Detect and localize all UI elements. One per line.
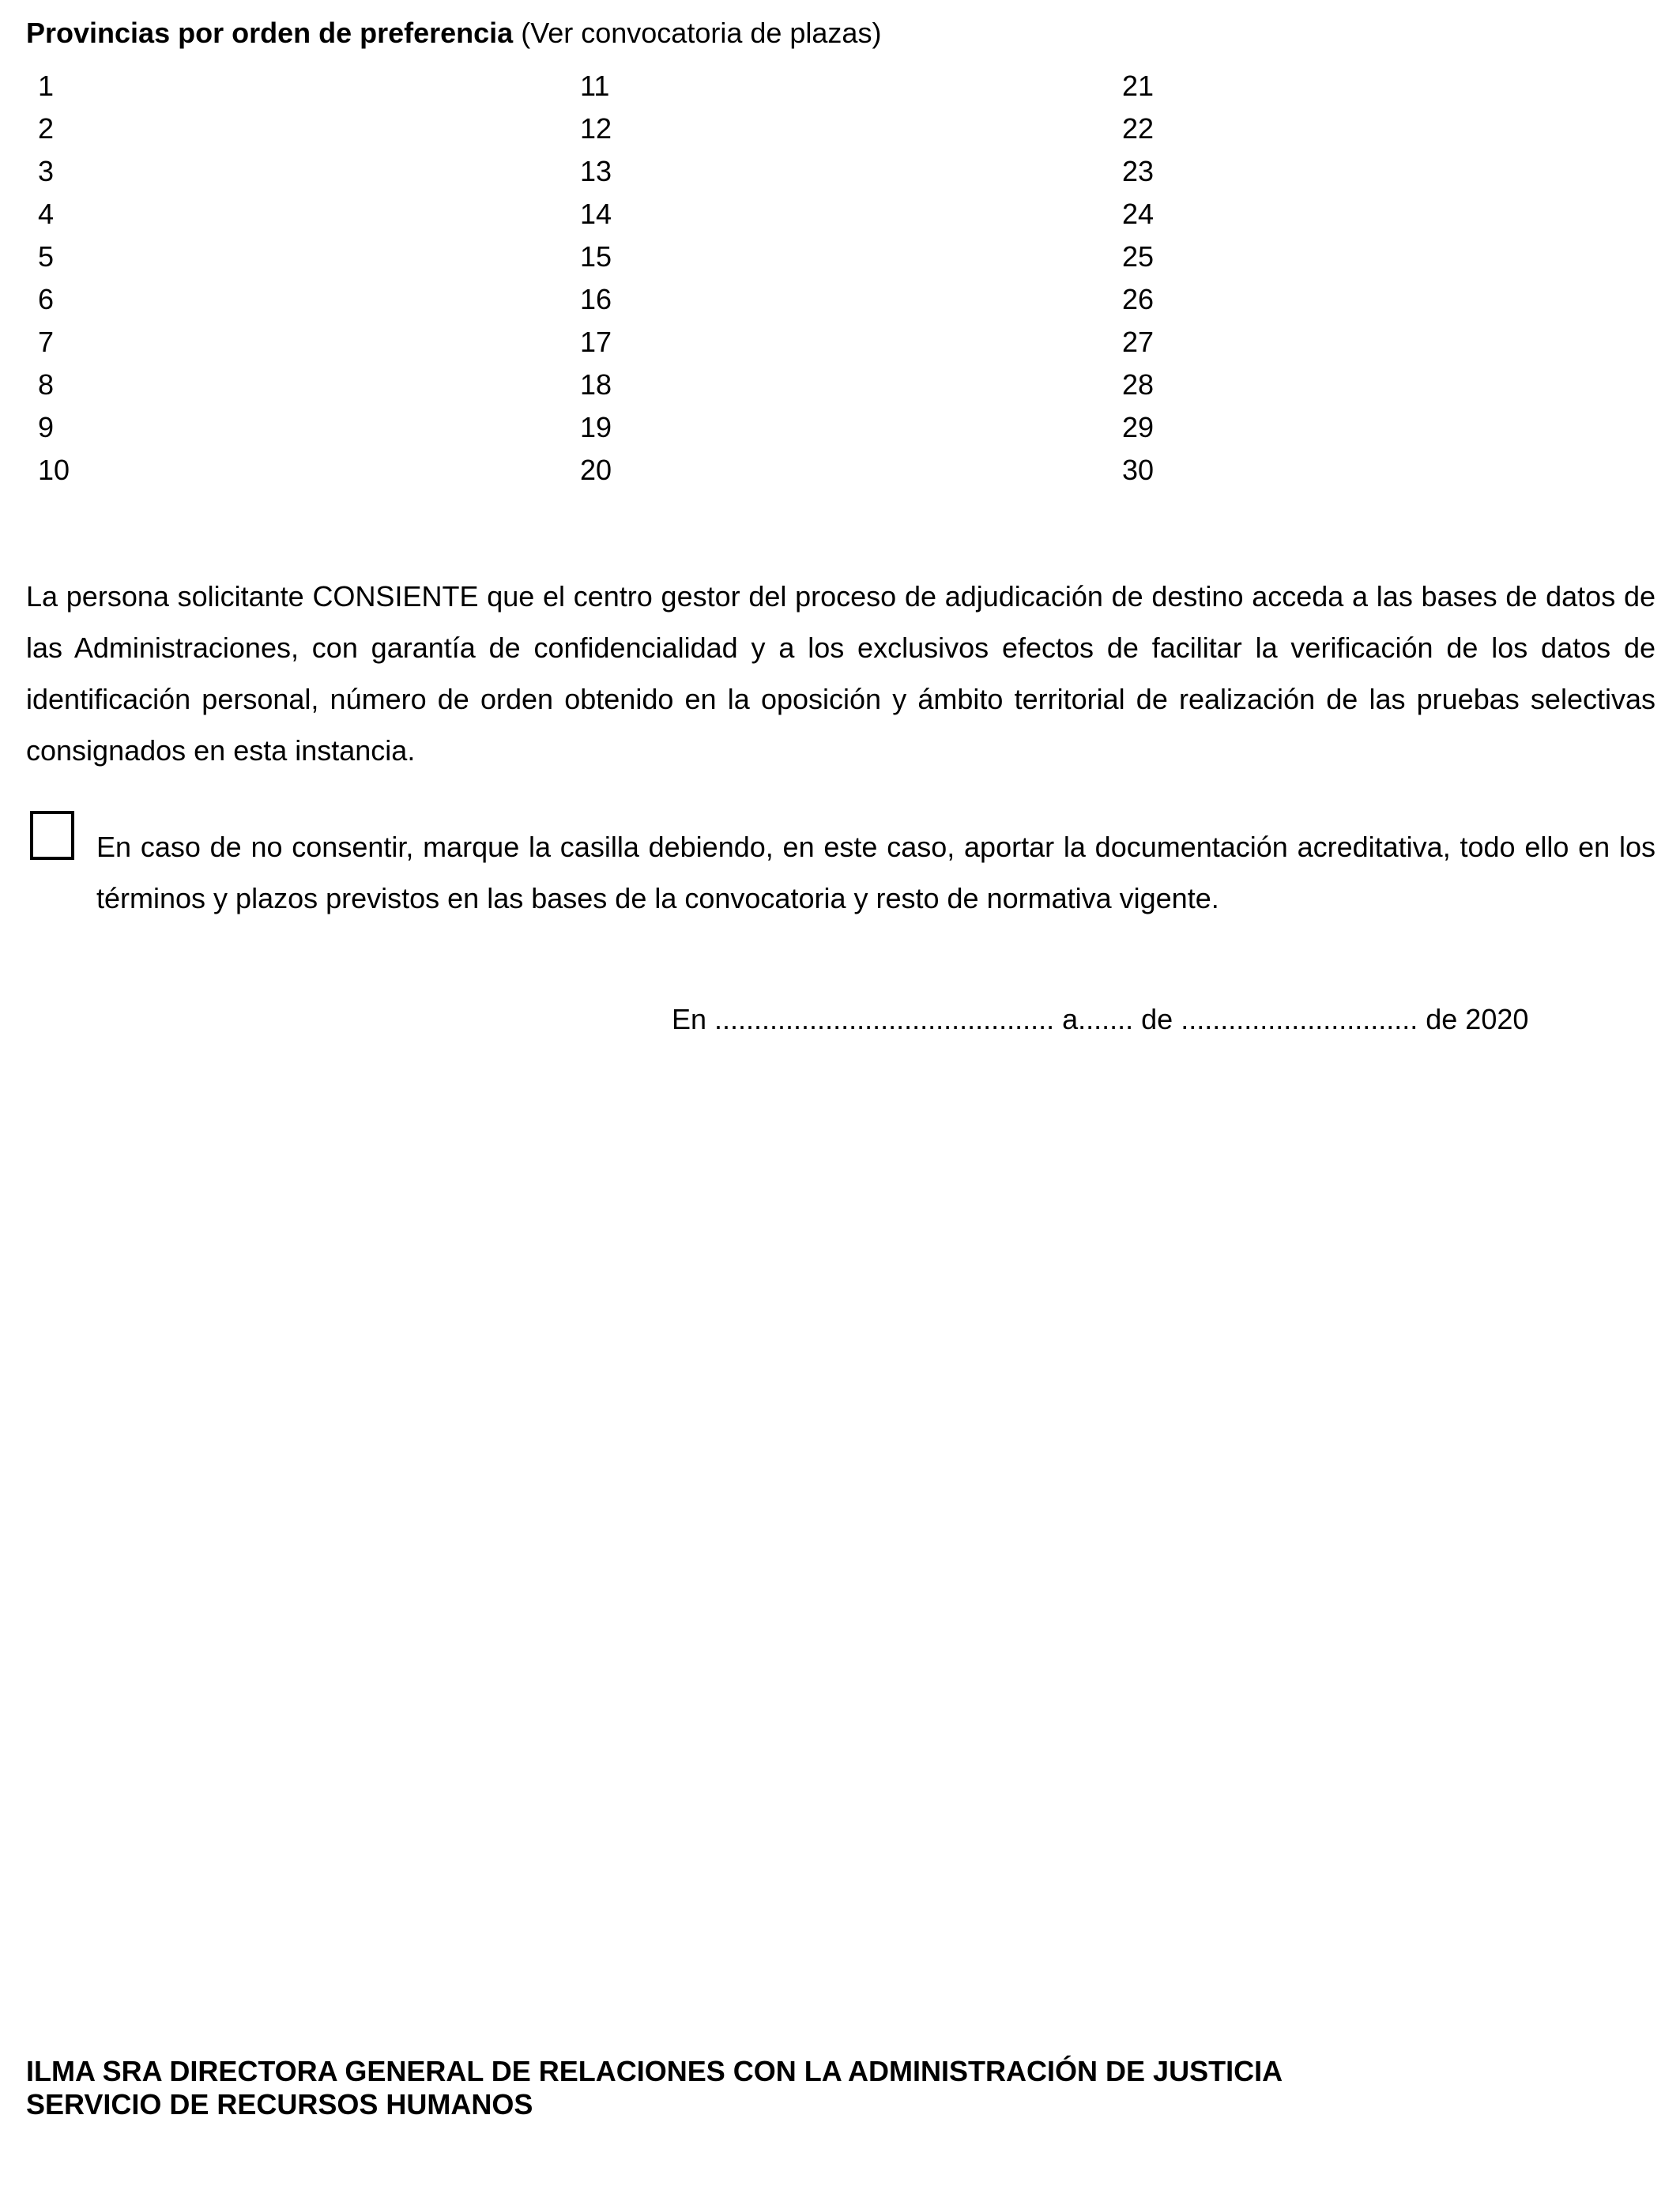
addressee-line-1: ILMA SRA DIRECTORA GENERAL DE RELACIONES CON LA ADMINISTRACIÓN DE JUSTICIA [26, 2055, 1283, 2087]
province-slot-number: 1 [38, 70, 55, 102]
provinces-heading [26, 14, 881, 52]
province-slot-number: 5 [38, 240, 55, 273]
addressee-block [26, 2055, 1283, 2121]
addressee-line-2: SERVICIO DE RECURSOS HUMANOS [26, 2088, 533, 2120]
province-slot-number: 12 [580, 112, 612, 145]
provinces-column-1 [38, 65, 70, 492]
province-slot-number: 21 [1122, 70, 1155, 102]
province-slot-number: 14 [580, 198, 612, 230]
provinces-heading-title: Provincias por orden de preferencia [26, 17, 514, 49]
province-slot-number: 8 [38, 368, 55, 401]
province-slot-number: 4 [38, 198, 55, 230]
province-slot-number: 13 [580, 155, 612, 187]
no-consent-checkbox[interactable] [30, 811, 74, 860]
place-date-line: En ........................................... a....... de .............................. de 2020 [672, 1003, 1529, 1035]
province-slot-number: 28 [1122, 368, 1155, 401]
province-slot-number: 24 [1122, 198, 1155, 230]
province-slot-number: 11 [580, 70, 610, 102]
province-slot-number: 3 [38, 155, 55, 187]
province-slot-number: 27 [1122, 326, 1155, 358]
province-slot-number: 19 [580, 411, 612, 443]
province-slot-number: 23 [1122, 155, 1155, 187]
province-slot-number: 25 [1122, 240, 1155, 273]
province-slot-number: 18 [580, 368, 612, 401]
province-slot-number: 30 [1122, 454, 1155, 486]
province-slot-number: 16 [580, 283, 612, 315]
province-slot-number: 17 [580, 326, 612, 358]
province-slot-number: 20 [580, 454, 612, 486]
province-slot-number: 10 [38, 454, 70, 486]
consent-paragraph: La persona solicitante CONSIENTE que el centro gestor del proceso de adjudicación de destino acceda a las bases de datos de las Administraciones, con garantía de confidencialidad y a los exclusivos efectos de facilitar la verificación de los datos de identificación personal, número de orden obtenido en la oposición y ámbito territorial de realización de las pruebas selectivas consignados en esta instancia. [26, 580, 1656, 767]
province-slot-number: 26 [1122, 283, 1155, 315]
no-consent-label: En caso de no consentir, marque la casilla debiendo, en este caso, aportar la documentación acreditativa, todo ello en los términos y plazos previstos en las bases de la convocatoria y resto de normativa vigente. [96, 831, 1656, 914]
provinces-heading-note: (Ver convocatoria de plazas) [513, 17, 882, 49]
province-slot-number: 7 [38, 326, 55, 358]
province-slot-number: 22 [1122, 112, 1155, 145]
province-slot-number: 6 [38, 283, 55, 315]
provinces-column-2 [580, 65, 612, 492]
province-slot-number: 29 [1122, 411, 1155, 443]
province-slot-number: 2 [38, 112, 55, 145]
province-slot-number: 15 [580, 240, 612, 273]
province-slot-number: 9 [38, 411, 55, 443]
provinces-column-3 [1122, 65, 1154, 492]
